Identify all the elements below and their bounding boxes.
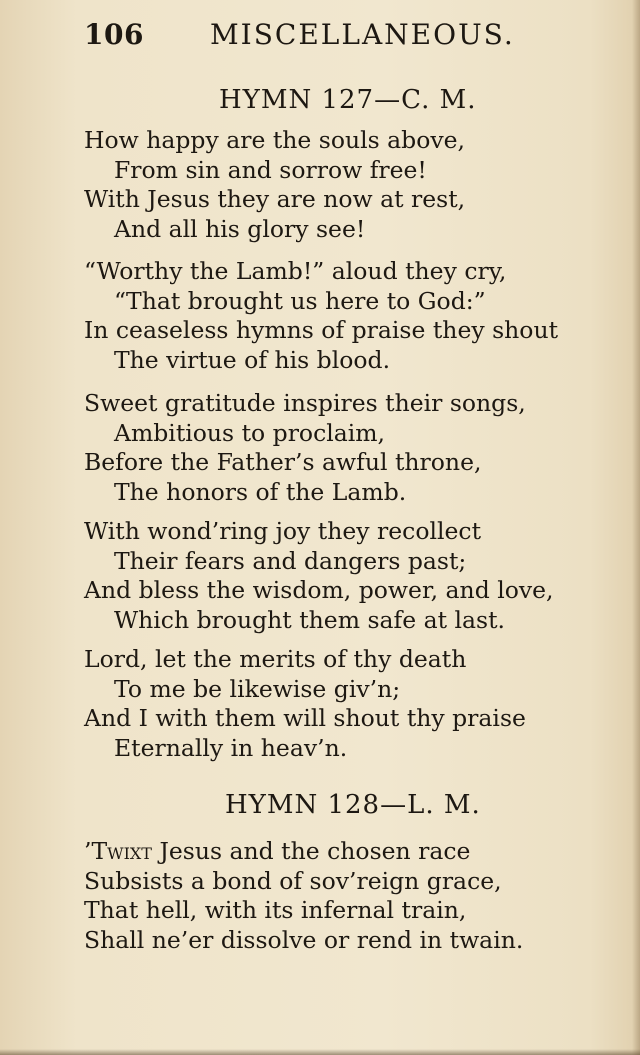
verse-line: “That brought us here to God:” [114, 286, 486, 315]
verse-line [84, 837, 614, 867]
verse-line: Lord, let the merits of thy death [84, 645, 467, 673]
verse-line: “Worthy the Lamb!” aloud they cry, [84, 257, 507, 285]
verse-line: Eternally in heav’n. [114, 733, 348, 762]
hymn-127-stanza-3 [84, 389, 614, 507]
verse-line: Subsists a bond of sov’reign grace, [84, 866, 502, 895]
verse-line: From sin and sorrow free! [114, 155, 427, 184]
verse-line: To me be likewise giv’n; [114, 674, 401, 703]
page-number: 106 [84, 18, 144, 51]
opening-word: ’Twixt [84, 837, 152, 865]
hymn-127-stanza-4 [84, 517, 614, 635]
verse-line-rest: Jesus and the chosen race [151, 837, 471, 865]
hymn-127-stanza-1 [84, 126, 614, 244]
hymn-127-stanza-5 [84, 645, 614, 763]
hymn-127-title: HYMN 127—C. M. [219, 85, 477, 115]
verse-line: Which brought them safe at last. [114, 605, 506, 634]
running-head: MISCELLANEOUS. [210, 18, 515, 51]
page-header [84, 18, 515, 58]
verse-line: In ceaseless hymns of praise they shout [84, 316, 559, 344]
verse-line: With Jesus they are now at rest, [84, 185, 466, 213]
page-edge-right [632, 0, 640, 1055]
hymn-127-stanza-2 [84, 257, 614, 375]
page-edge-bottom [0, 1049, 640, 1055]
verse-line: The virtue of his blood. [114, 345, 391, 374]
verse-line: Before the Father’s awful throne, [84, 448, 482, 476]
verse-line: And bless the wisdom, power, and love, [84, 576, 554, 604]
verse-line: Shall ne’er dissolve or rend in twain. [84, 925, 524, 954]
verse-line: That hell, with its infernal train, [84, 896, 467, 924]
hymn-128-stanza-1 [84, 837, 614, 955]
verse-line: How happy are the souls above, [84, 126, 466, 154]
verse-line: With wond’ring joy they recollect [84, 517, 482, 545]
verse-line: And all his glory see! [114, 214, 366, 243]
hymn-128-title: HYMN 128—L. M. [225, 790, 481, 820]
verse-line: And I with them will shout thy praise [84, 704, 526, 732]
verse-line: Sweet gratitude inspires their songs, [84, 389, 526, 417]
verse-line: Their fears and dangers past; [114, 546, 467, 575]
verse-line: Ambitious to proclaim, [114, 418, 386, 447]
verse-line: The honors of the Lamb. [114, 477, 407, 506]
